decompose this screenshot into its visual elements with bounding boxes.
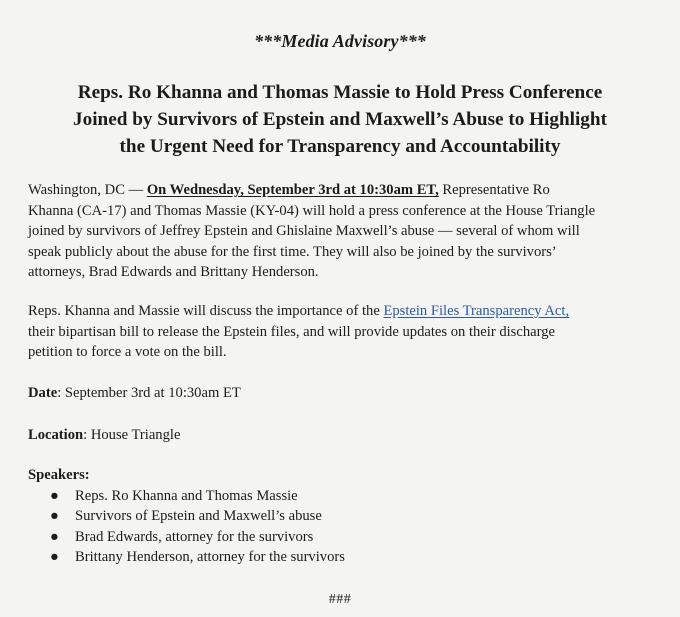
location-label: Location	[28, 427, 84, 443]
headline-line: the Urgent Need for Transparency and Accountability	[119, 136, 561, 157]
end-mark: ###	[328, 592, 352, 607]
date-label: Date	[28, 385, 58, 401]
paragraph-text: Reps. Khanna and Massie will discuss the importance of the	[28, 303, 380, 319]
bullet-icon: ●	[50, 549, 59, 565]
event-time-emphasis: On Wednesday, September 3rd at 10:30am ET,	[146, 182, 439, 198]
intro-paragraph	[28, 180, 656, 283]
paragraph-line	[28, 180, 656, 201]
bullet-icon: ●	[50, 487, 59, 504]
date-value: : September 3rd at 10:30am ET	[57, 385, 241, 401]
paragraph-line: joined by survivors of Jeffrey Epstein and Ghislaine Maxwell’s abuse — several of whom will	[28, 223, 580, 239]
paragraph-line: their bipartisan bill to release the Epstein files, and will provide updates on their discharge	[28, 323, 555, 340]
list-item	[28, 486, 656, 507]
paragraph-line: speak publicly about the abuse for the first time. They will also be joined by the survivors’	[28, 243, 557, 260]
paragraph-line: Khanna (CA-17) and Thomas Massie (KY-04) will hold a press conference at the House Triangle	[28, 202, 596, 219]
headline	[0, 79, 680, 160]
list-item	[28, 527, 656, 548]
speaker-name: Survivors of Epstein and Maxwell’s abuse	[75, 508, 322, 524]
location-line	[28, 425, 656, 446]
discussion-paragraph	[28, 301, 656, 363]
headline-line: Joined by Survivors of Epstein and Maxwell’s Abuse to Highlight	[73, 109, 607, 130]
dateline: Washington, DC —	[28, 182, 144, 198]
speaker-name: Reps. Ro Khanna and Thomas Massie	[75, 487, 298, 504]
speakers-label: Speakers:	[28, 467, 90, 483]
speakers-section	[28, 465, 656, 568]
paragraph-text: Representative Ro	[442, 182, 550, 198]
location-value: : House Triangle	[83, 427, 181, 443]
epstein-files-transparency-act-link[interactable]: Epstein Files Transparency Act,	[383, 303, 570, 319]
speaker-name: Brad Edwards, attorney for the survivors	[75, 528, 314, 545]
speakers-list	[28, 486, 656, 568]
advisory-label: ***Media Advisory***	[254, 31, 426, 51]
speaker-name: Brittany Henderson, attorney for the survivors	[75, 549, 345, 565]
paragraph-line: petition to force a vote on the bill.	[28, 344, 227, 360]
paragraph-line: attorneys, Brad Edwards and Brittany Henderson.	[28, 264, 319, 280]
bullet-icon: ●	[50, 528, 59, 545]
headline-line: Reps. Ro Khanna and Thomas Massie to Hold Press Conference	[77, 82, 603, 103]
list-item	[28, 506, 656, 527]
paragraph-line	[28, 301, 656, 322]
list-item	[28, 547, 656, 568]
bullet-icon: ●	[50, 508, 59, 524]
date-line	[28, 383, 656, 404]
